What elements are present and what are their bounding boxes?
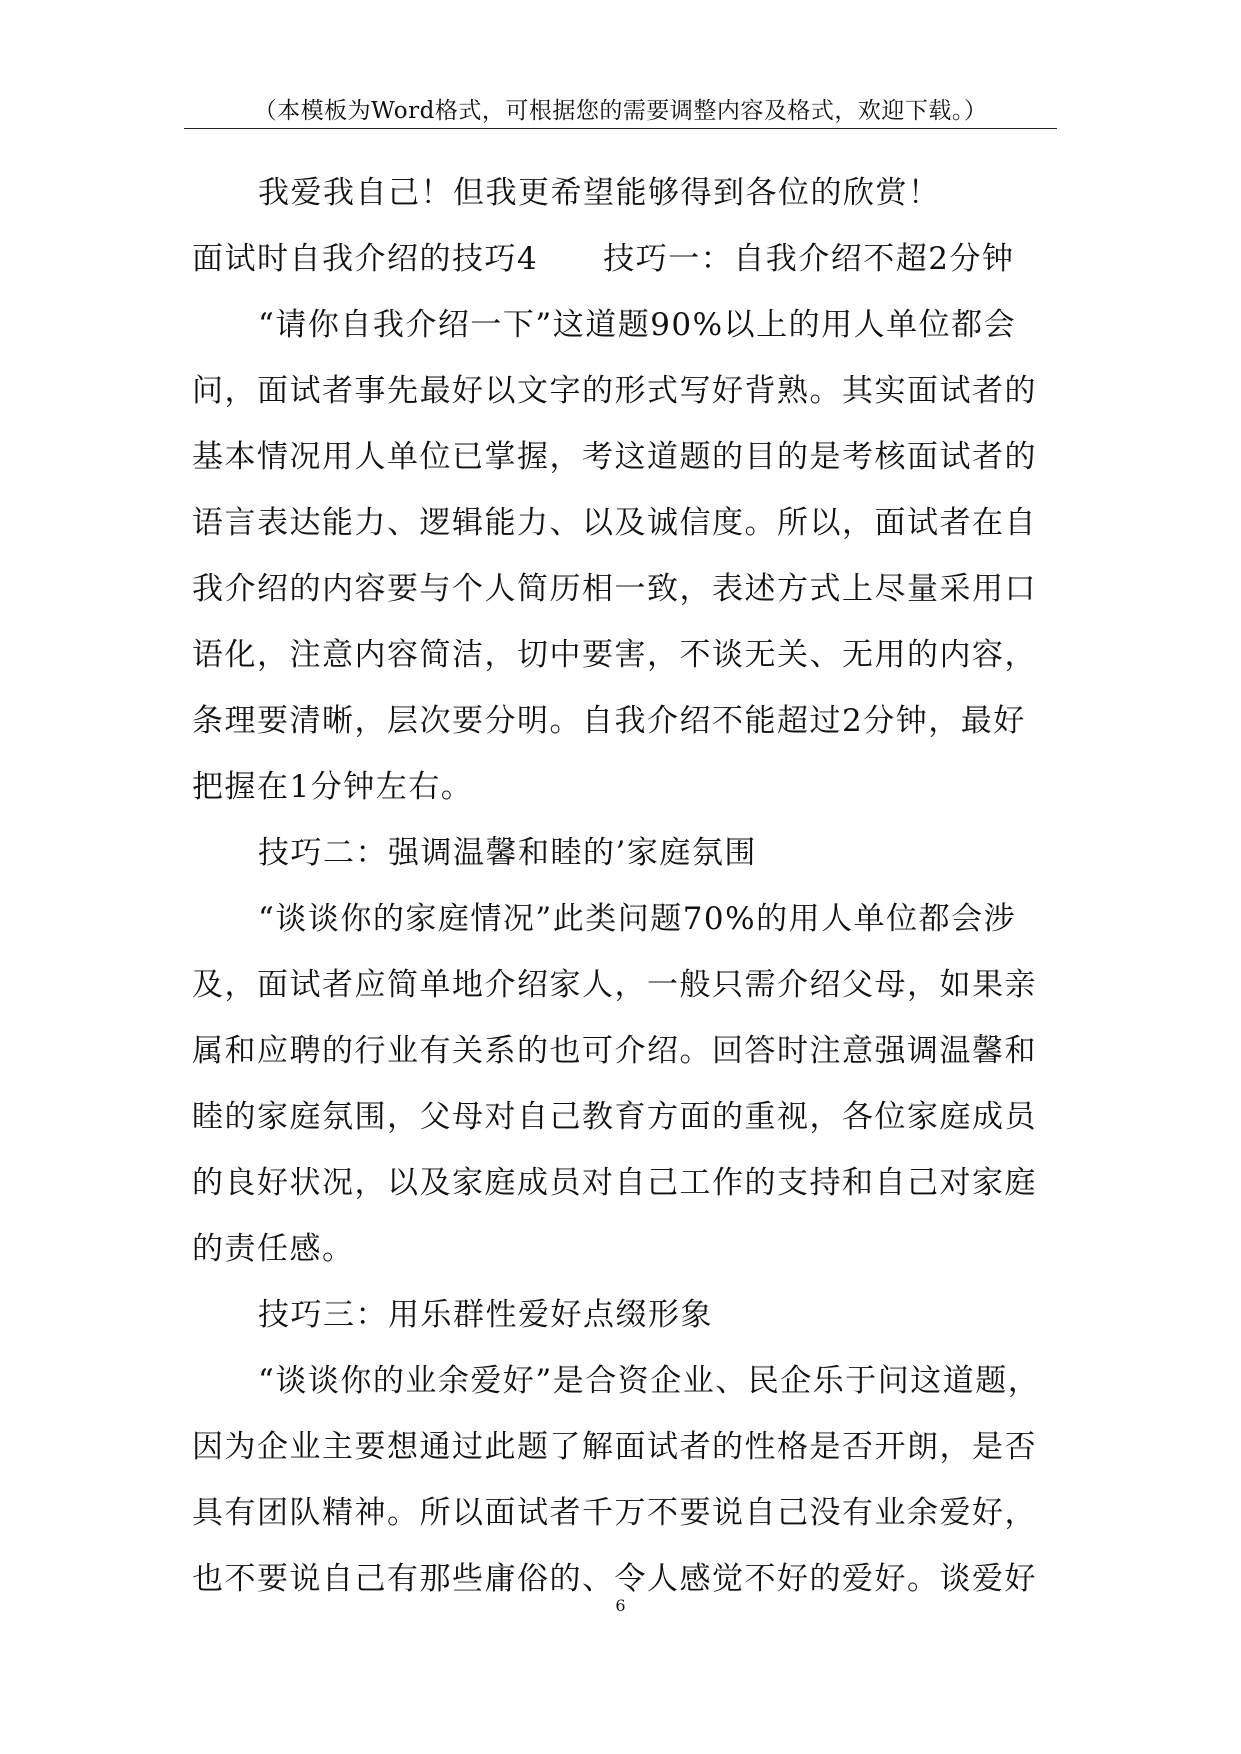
paragraph-line: 语言表达能力、逻辑能力、以及诚信度。所以，面试者在自 [192,505,1037,541]
paragraph-line: 因为企业主要想通过此题了解面试者的性格是否开朗，是否 [192,1429,1037,1465]
section-heading: 技巧二：强调温馨和睦的’家庭氛围 [258,835,757,871]
body-text [192,160,1062,1612]
paragraph-line: 问，面试者事先最好以文字的形式写好背熟。其实面试者的 [192,373,1037,409]
paragraph-line: 具有团队精神。所以面试者千万不要说自己没有业余爱好， [192,1495,1037,1531]
section-heading: 技巧三：用乐群性爱好点缀形象 [258,1297,713,1333]
paragraph-line: “请你自我介绍一下”这道题90%以上的用人单位都会 [258,307,1017,343]
header-divider [184,128,1057,129]
paragraph-line: 语化，注意内容简洁，切中要害，不谈无关、无用的内容， [192,637,1037,673]
paragraph-line: 条理要清晰，层次要分明。自我介绍不能超过2分钟，最好 [192,703,1026,739]
paragraph-line: 基本情况用人单位已掌握，考这道题的目的是考核面试者的 [192,439,1037,475]
paragraph-line: 面试时自我介绍的技巧4 技巧一：自我介绍不超2分钟 [192,241,1015,277]
header-note: （本模板为Word格式，可根据您的需要调整内容及格式，欢迎下载。） [253,98,988,124]
paragraph-line: 我介绍的内容要与个人简历相一致，表述方式上尽量采用口 [192,571,1037,607]
paragraph-line: 的责任感。 [192,1231,355,1267]
paragraph-line: 我爱我自己！但我更希望能够得到各位的欣赏！ [258,175,941,211]
paragraph-line: 也不要说自己有那些庸俗的、令人感觉不好的爱好。谈爱好 [192,1561,1037,1597]
paragraph-line: “谈谈你的业余爱好”是合资企业、民企乐于问这道题， [258,1363,1041,1399]
paragraph-line: “谈谈你的家庭情况”此类问题70%的用人单位都会涉 [258,901,1017,937]
paragraph-line: 及，面试者应简单地介绍家人，一般只需介绍父母，如果亲 [192,967,1037,1003]
paragraph-line: 属和应聘的行业有关系的也可介绍。回答时注意强调温馨和 [192,1033,1037,1069]
paragraph-line: 的良好状况，以及家庭成员对自己工作的支持和自己对家庭 [192,1165,1037,1201]
paragraph-line: 睦的家庭氛围，父母对自己教育方面的重视，各位家庭成员 [192,1099,1037,1135]
page-number: 6 [615,1596,626,1615]
paragraph-line: 把握在1分钟左右。 [192,769,474,805]
